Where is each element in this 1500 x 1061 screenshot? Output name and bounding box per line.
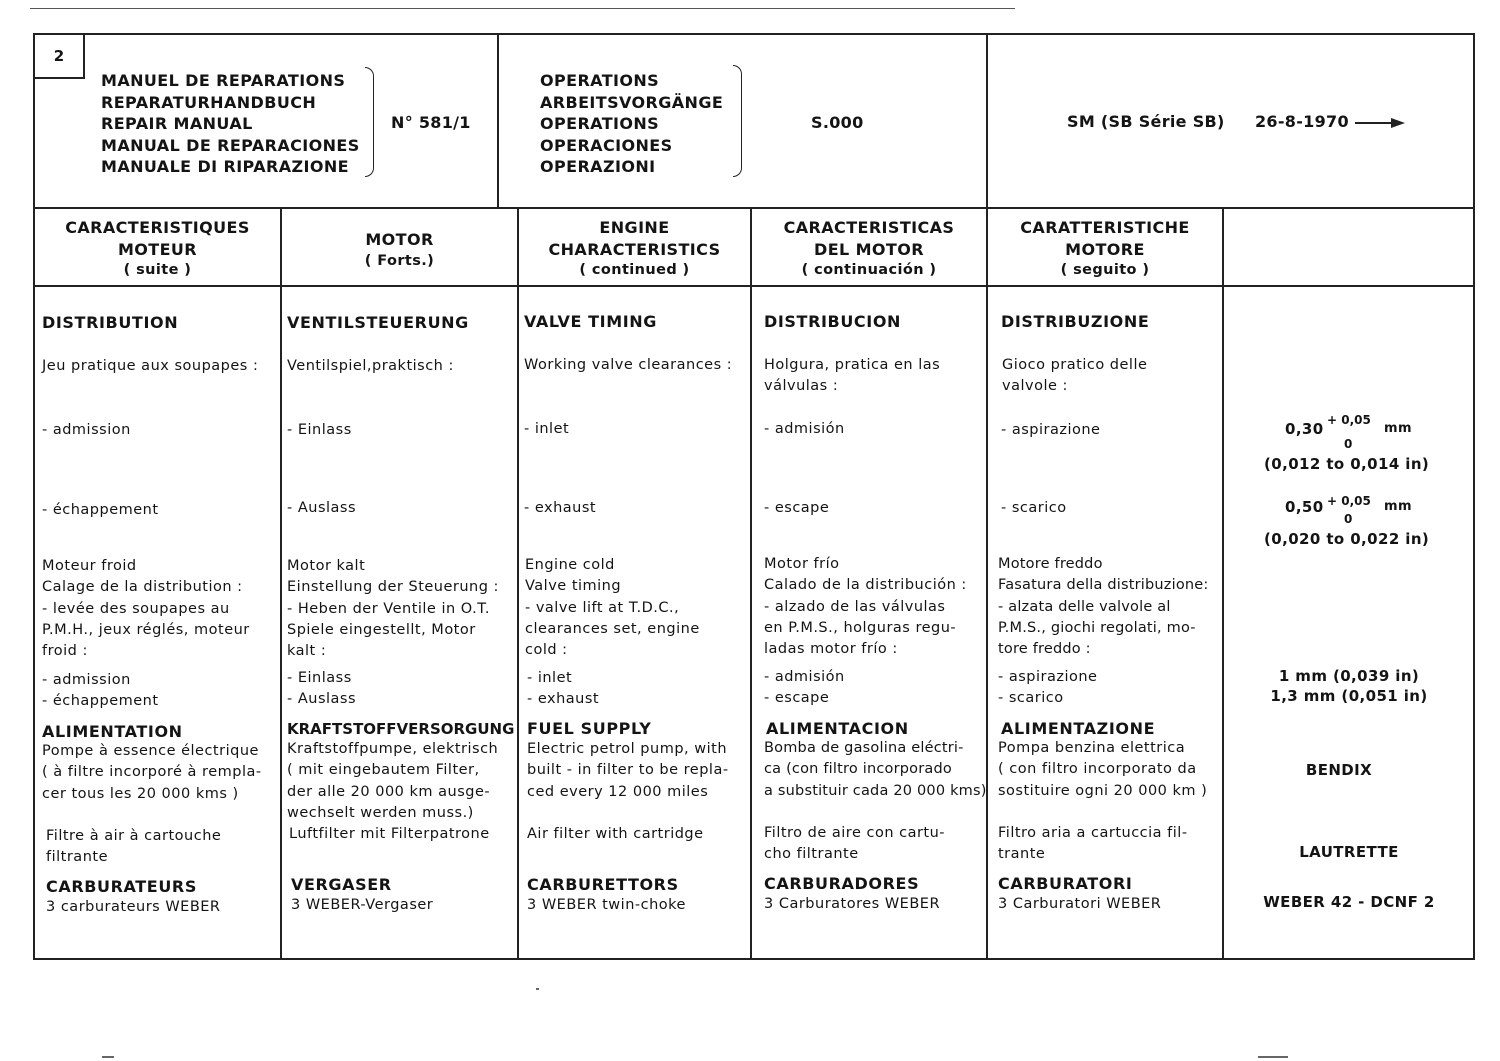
operation-title-de: ARBEITSVORGÄNGE (540, 92, 724, 112)
text-line: Pompe à essence électrique (42, 743, 259, 759)
text-line: ca (con filtro incorporado (764, 761, 952, 778)
text-line: - levée des soupapes au (42, 600, 230, 617)
model-designation: SM (SB Série SB) (1067, 112, 1225, 131)
carburettor-text-it: 3 Carburatori WEBER (998, 896, 1162, 912)
text-line: Fasatura della distribuzione: (998, 577, 1209, 594)
valve-clearance-label-es (764, 355, 940, 398)
text-line: Filtro de aire con cartu- (764, 825, 946, 841)
arrow-right-icon (1355, 122, 1401, 124)
text-line: Kraftstoffpumpe, elektrisch (287, 741, 499, 757)
heading-line: CARACTERISTICAS (783, 218, 955, 237)
text-line: Filtro aria a cartuccia fil- (998, 825, 1188, 841)
operation-title-fr: OPERATIONS (540, 71, 660, 90)
operation-title-it: OPERAZIONI (540, 157, 656, 176)
operation-title-en: OPERATIONS (540, 114, 660, 133)
characteristics-table (33, 209, 1475, 960)
text-line: trante (998, 846, 1046, 863)
carburettor-text-en: 3 WEBER twin-choke (527, 897, 686, 913)
scan-speck (102, 1056, 114, 1058)
text-line: Gioco pratico delle (1002, 357, 1148, 373)
heading-line: DEL MOTOR (814, 239, 924, 259)
air-filter-text-es (764, 823, 945, 866)
text-line: ( con filtro incorporato da (998, 761, 1197, 778)
text-line: Pompa benzina elettrica (998, 740, 1186, 756)
exhaust-clearance-nominal: 0,50 (1285, 498, 1324, 516)
heading-line: CARATTERISTICHE (1020, 218, 1190, 237)
fuel-pump-text-de (287, 739, 498, 824)
text-line: der alle 20 000 km ausge- (287, 783, 491, 800)
operation-code: S.000 (811, 113, 864, 132)
section-carburettors-it: CARBURATORI (998, 874, 1133, 893)
scan-speck (1258, 1056, 1288, 1058)
text-line: válvulas : (764, 378, 839, 395)
section-fuel-it: ALIMENTAZIONE (1001, 719, 1156, 738)
section-distribution-de: VENTILSTEUERUNG (287, 313, 469, 332)
section-carburettors-fr: CARBURATEURS (46, 877, 197, 896)
text-line: Spiele eingestellt, Motor (287, 621, 476, 638)
text-line: tore freddo : (998, 641, 1091, 658)
manual-title-en: REPAIR MANUAL (101, 114, 253, 133)
inlet-clearance-unit: mm (1384, 421, 1412, 436)
manual-title-list (101, 70, 360, 178)
carburettor-text-fr: 3 carburateurs WEBER (46, 899, 221, 915)
manual-title-it: MANUALE DI RIPARAZIONE (101, 157, 349, 176)
exhaust-tolerance-minus: 0 (1344, 512, 1353, 526)
section-carburettors-en: CARBURETTORS (527, 875, 679, 894)
fuel-pump-text-es (764, 738, 987, 802)
operation-title-es: OPERACIONES (540, 135, 673, 155)
header-row-rule (35, 285, 1473, 287)
section-distribution-en: VALVE TIMING (524, 312, 658, 331)
text-line: Moteur froid (42, 558, 137, 574)
text-line: - Auslass (287, 691, 357, 708)
lift-labels-es (764, 667, 845, 710)
text-line: clearances set, engine (525, 620, 700, 637)
text-line: - admisión (764, 669, 845, 685)
valve-timing-block-fr (42, 556, 250, 662)
header-divider (986, 35, 988, 207)
valve-clearance-label-fr: Jeu pratique aux soupapes : (42, 358, 259, 374)
section-carburettors-es: CARBURADORES (764, 874, 920, 893)
heading-line: CARACTERISTIQUES (65, 218, 250, 237)
fuel-pump-text-it (998, 738, 1207, 802)
lift-labels-fr (42, 670, 159, 713)
text-line: - Einlass (287, 670, 352, 686)
text-line: - alzata delle valvole al (998, 598, 1171, 615)
section-fuel-de: KRAFTSTOFFVERSORGUNG (287, 720, 515, 738)
manual-title-es: MANUAL DE REPARACIONES (101, 135, 360, 155)
inlet-tolerance-minus: 0 (1344, 437, 1353, 451)
valve-timing-block-de (287, 556, 499, 662)
text-line: ced every 12 000 miles (527, 783, 709, 800)
exhaust-label-de: - Auslass (287, 500, 357, 516)
text-line: Motor frío (764, 556, 840, 572)
text-line: Einstellung der Steuerung : (287, 579, 499, 596)
fuel-pump-text-fr (42, 741, 262, 805)
section-distribution-it: DISTRIBUZIONE (1001, 312, 1150, 331)
heading-sub: ( continued ) (579, 262, 690, 278)
heading-line: MOTEUR (117, 239, 198, 259)
exhaust-label-es: - escape (764, 500, 830, 516)
text-line: Electric petrol pump, with (527, 741, 728, 757)
exhaust-tolerance-plus: + 0,05 (1327, 494, 1371, 508)
text-line: - alzado de las válvulas (764, 598, 946, 615)
text-line: P.M.S., giochi regolati, mo- (998, 619, 1196, 636)
column-heading-de (282, 229, 517, 272)
text-line: - exhaust (527, 691, 600, 708)
page-number: 2 (35, 35, 85, 79)
section-fuel-en: FUEL SUPPLY (527, 719, 652, 738)
text-line: - admission (42, 672, 131, 688)
inlet-label-it: - aspirazione (1001, 422, 1101, 438)
text-line: Motore freddo (998, 556, 1103, 572)
air-filter-text-fr (46, 826, 221, 869)
effective-date (1255, 112, 1401, 131)
header-divider (497, 35, 499, 207)
text-line: Bomba de gasolina eléctri- (764, 740, 964, 756)
valve-clearance-label-it (1002, 355, 1147, 398)
text-line: a substituir cada 20 000 kms) (764, 782, 987, 799)
text-line: filtrante (46, 849, 108, 866)
text-line: - valve lift at T.D.C., (525, 599, 680, 616)
lift-inlet-value: 1 mm (0,039 in) (1278, 667, 1420, 685)
air-filter-text-de: Luftfilter mit Filterpatrone (289, 826, 490, 842)
text-line: wechselt werden muss.) (287, 804, 474, 821)
carburettor-text-es: 3 Carburatores WEBER (764, 896, 941, 912)
column-heading-it (988, 217, 1222, 282)
inlet-label-fr: - admission (42, 422, 131, 438)
section-distribution-es: DISTRIBUCION (764, 312, 902, 331)
column-heading-es (752, 217, 986, 282)
valve-timing-block-it (998, 554, 1209, 660)
heading-sub: ( Forts.) (364, 252, 435, 269)
valve-timing-block-en (525, 555, 700, 661)
heading-sub: ( continuación ) (801, 262, 937, 278)
text-line: Motor kalt (287, 558, 366, 574)
fuel-pump-text-en (527, 739, 729, 803)
text-line: Valve timing (525, 578, 622, 595)
carburettor-model: WEBER 42 - DCNF 2 (1263, 893, 1435, 911)
top-rule (30, 8, 1015, 9)
text-line: cer tous les 20 000 kms ) (42, 785, 239, 802)
text-line: - scarico (998, 690, 1064, 707)
fuel-pump-make: BENDIX (1305, 761, 1373, 779)
inlet-label-de: - Einlass (287, 422, 352, 438)
valve-timing-block-es (764, 554, 967, 660)
inlet-tolerance-plus: + 0,05 (1327, 413, 1371, 427)
heading-sub: ( suite ) (123, 262, 192, 278)
section-carburettors-de: VERGASER (291, 875, 392, 894)
text-line: built - in filter to be repla- (527, 762, 729, 779)
carburettor-text-de: 3 WEBER-Vergaser (291, 897, 434, 913)
text-line: Engine cold (525, 557, 615, 573)
text-line: ( à filtre incorporé à rempla- (42, 764, 262, 781)
valve-clearance-label-de: Ventilspiel,praktisch : (287, 358, 454, 374)
text-line: sostituire ogni 20 000 km ) (998, 782, 1208, 799)
text-line: ladas motor frío : (764, 641, 898, 658)
column-divider (280, 209, 282, 958)
text-line: - échappement (42, 693, 159, 710)
document-header (33, 33, 1475, 209)
column-heading-en (519, 217, 750, 282)
air-filter-text-it (998, 823, 1188, 866)
text-line: ( mit eingebautem Filter, (287, 762, 480, 779)
exhaust-label-en: - exhaust (524, 500, 597, 516)
column-divider (517, 209, 519, 958)
exhaust-label-it: - scarico (1001, 500, 1067, 516)
brace-right-2 (733, 65, 742, 177)
air-filter-text-en: Air filter with cartridge (527, 826, 704, 842)
text-line: cold : (525, 642, 568, 659)
column-heading-fr (35, 217, 280, 282)
manual-number: N° 581/1 (391, 113, 471, 132)
text-line: valvole : (1002, 378, 1068, 395)
inlet-clearance-inch: (0,012 to 0,014 in) (1264, 455, 1430, 473)
lift-labels-de (287, 668, 356, 711)
text-line: cho filtrante (764, 846, 859, 863)
text-line: froid : (42, 643, 88, 660)
inlet-clearance-nominal: 0,30 (1285, 420, 1324, 438)
heading-line: CHARACTERISTICS (548, 239, 721, 259)
lift-labels-en (527, 668, 599, 711)
date-text: 26-8-1970 (1255, 112, 1349, 131)
column-divider (986, 209, 988, 958)
text-line: Holgura, pratica en las (764, 357, 941, 373)
section-distribution-fr: DISTRIBUTION (42, 313, 179, 332)
text-line: Calado de la distribución : (764, 577, 967, 594)
text-line: - escape (764, 690, 830, 707)
scan-speck (536, 988, 539, 990)
exhaust-clearance-inch: (0,020 to 0,022 in) (1264, 530, 1430, 548)
manual-title-fr: MANUEL DE REPARATIONS (101, 71, 346, 90)
operation-title-list (540, 70, 723, 178)
heading-line: MOTORE (1065, 239, 1145, 259)
text-line: Filtre à air à cartouche (46, 828, 222, 844)
heading-line: MOTOR (365, 230, 434, 249)
section-fuel-es: ALIMENTACION (766, 719, 909, 738)
heading-sub: ( seguito ) (1060, 262, 1150, 278)
heading-line: ENGINE (599, 218, 670, 237)
text-line: P.M.H., jeux réglés, moteur (42, 621, 250, 638)
exhaust-label-fr: - échappement (42, 502, 159, 518)
text-line: - Heben der Ventile in O.T. (287, 600, 490, 617)
manual-title-de: REPARATURHANDBUCH (101, 92, 317, 112)
air-filter-make: LAUTRETTE (1299, 843, 1399, 861)
text-line: Calage de la distribution : (42, 579, 243, 596)
text-line: - aspirazione (998, 669, 1098, 685)
inlet-label-es: - admisión (764, 421, 845, 437)
exhaust-clearance-unit: mm (1384, 499, 1412, 514)
text-line: en P.M.S., holguras regu- (764, 619, 957, 636)
text-line: kalt : (287, 643, 327, 660)
valve-clearance-label-en: Working valve clearances : (524, 357, 733, 373)
lift-labels-it (998, 667, 1097, 710)
brace-right (365, 67, 374, 177)
section-fuel-fr: ALIMENTATION (42, 722, 183, 741)
inlet-label-en: - inlet (524, 421, 570, 437)
column-divider (750, 209, 752, 958)
text-line: - inlet (527, 670, 573, 686)
lift-exhaust-value: 1,3 mm (0,051 in) (1270, 687, 1428, 705)
